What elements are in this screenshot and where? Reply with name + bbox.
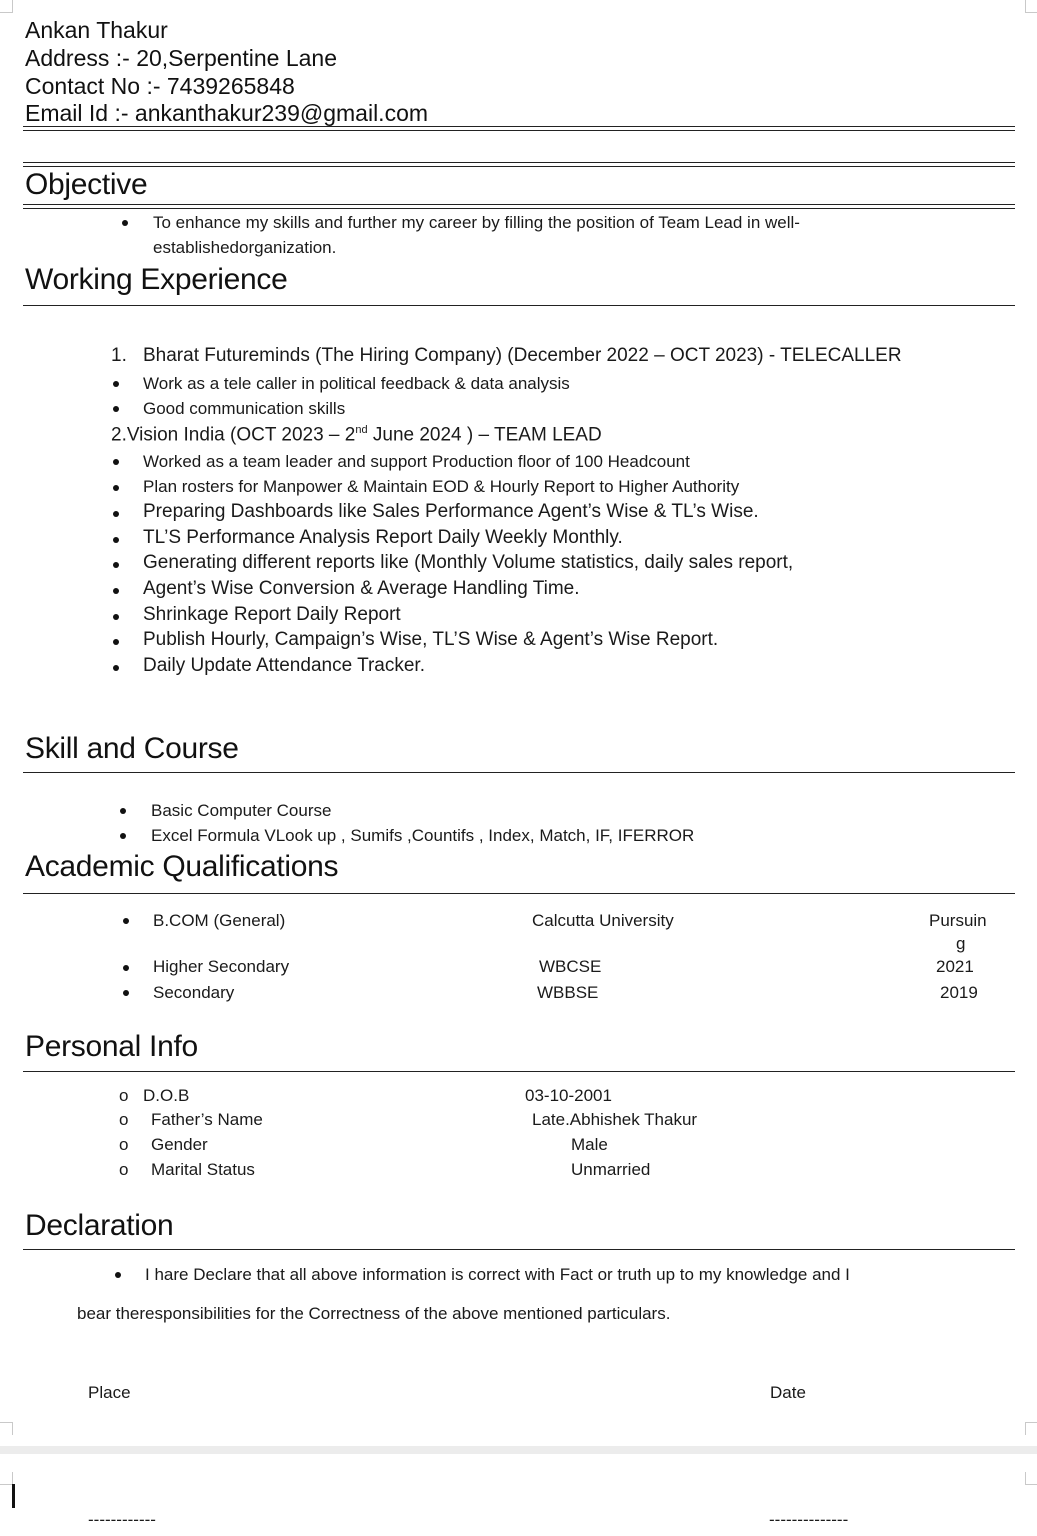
list-marker: o xyxy=(119,1135,129,1154)
personal-label: D.O.B xyxy=(143,1086,190,1105)
skills-heading: Skill and Course xyxy=(25,732,239,765)
job-duty: Daily Update Attendance Tracker. xyxy=(143,655,425,676)
academics-divider xyxy=(23,893,1015,894)
bullet xyxy=(122,220,128,226)
job-number: 1. xyxy=(111,345,127,366)
objective-heading: Objective xyxy=(25,168,148,201)
page-corner-mark xyxy=(1025,0,1037,13)
date-label: Date xyxy=(770,1383,806,1402)
bullet xyxy=(120,808,126,814)
bullet xyxy=(113,588,119,594)
page-corner-mark xyxy=(1025,1472,1037,1485)
job-title: Bharat Futureminds (The Hiring Company) (December 2022 – OCT 2023) - TELECALLER xyxy=(143,345,902,366)
academics-heading: Academic Qualifications xyxy=(25,850,339,883)
experience-divider xyxy=(23,305,1015,306)
job-duty: Worked as a team leader and support Production floor of 100 Headcount xyxy=(143,452,690,471)
bullet xyxy=(120,833,126,839)
declaration-text: bear theresponsibilities for the Correctness of the above mentioned particulars. xyxy=(77,1304,671,1323)
skills-divider xyxy=(23,772,1015,773)
list-marker: o xyxy=(119,1110,129,1129)
job-duty: TL’S Performance Analysis Report Daily Weekly Monthly. xyxy=(143,527,623,548)
list-marker: o xyxy=(119,1160,129,1179)
list-marker: o xyxy=(119,1086,129,1105)
bullet xyxy=(123,965,129,971)
objective-top-divider xyxy=(23,162,1015,167)
personal-heading: Personal Info xyxy=(25,1030,198,1063)
job-duty: Shrinkage Report Daily Report xyxy=(143,604,401,625)
bullet xyxy=(113,406,119,412)
bullet xyxy=(113,381,119,387)
bullet xyxy=(113,511,119,517)
personal-value: 03-10-2001 xyxy=(525,1086,612,1105)
qualification-year: 2021 xyxy=(936,957,974,976)
job-title-part: 2.Vision India (OCT 2023 – 2 xyxy=(111,424,356,446)
personal-value: Unmarried xyxy=(571,1160,651,1179)
job-duty: Preparing Dashboards like Sales Performance Agent’s Wise & TL’s Wise. xyxy=(143,501,759,522)
bullet xyxy=(115,1272,121,1278)
skill-item: Basic Computer Course xyxy=(151,801,332,820)
bullet xyxy=(113,614,119,620)
job-duty: Good communication skills xyxy=(143,399,346,418)
text-cursor xyxy=(12,1484,15,1508)
place-label: Place xyxy=(88,1383,131,1402)
job-title-part: June 2024 ) – TEAM LEAD xyxy=(367,424,602,446)
job-duty: Generating different reports like (Monthly Volume statistics, daily sales report, xyxy=(143,552,794,573)
personal-label: Gender xyxy=(151,1135,208,1154)
bullet xyxy=(113,485,119,491)
bullet xyxy=(113,537,119,543)
qualification-degree: Higher Secondary xyxy=(153,957,290,976)
job-title-sup: nd xyxy=(355,424,368,436)
bullet xyxy=(123,918,129,924)
email: Email Id :- ankanthakur239@gmail.com xyxy=(25,100,429,126)
bullet xyxy=(113,562,119,568)
bullet xyxy=(113,459,119,465)
qualification-year: 2019 xyxy=(940,983,978,1002)
qualification-year: g xyxy=(956,934,966,953)
job-duty: Plan rosters for Manpower & Maintain EOD & Hourly Report to Higher Authority xyxy=(143,477,740,496)
objective-text: To enhance my skills and further my career by filling the position of Team Lead in well- xyxy=(153,213,800,232)
job-title xyxy=(111,424,602,446)
page-corner-mark xyxy=(0,0,13,13)
place-dash-line: ------------ xyxy=(88,1510,156,1529)
page-break-gap xyxy=(0,1446,1037,1454)
personal-value: Male xyxy=(571,1135,608,1154)
skill-item: Excel Formula VLook up , Sumifs ,Countifs , Index, Match, IF, IFERROR xyxy=(151,826,695,845)
personal-label: Father’s Name xyxy=(151,1110,263,1129)
bullet xyxy=(113,639,119,645)
header-divider xyxy=(23,126,1015,131)
personal-divider xyxy=(23,1071,1015,1072)
candidate-name: Ankan Thakur xyxy=(25,17,168,43)
qualification-board: WBBSE xyxy=(537,983,599,1002)
declaration-heading: Declaration xyxy=(25,1209,174,1242)
objective-text: establishedorganization. xyxy=(153,238,337,257)
qualification-board: WBCSE xyxy=(539,957,602,976)
address: Address :- 20,Serpentine Lane xyxy=(25,45,337,71)
job-duty: Work as a tele caller in political feedback & data analysis xyxy=(143,374,570,393)
contact-number: Contact No :- 7439265848 xyxy=(25,73,295,99)
date-dash-line: -------------- xyxy=(769,1510,849,1529)
experience-heading: Working Experience xyxy=(25,263,288,296)
bullet xyxy=(113,665,119,671)
bullet xyxy=(123,990,129,996)
page-corner-mark xyxy=(1025,1422,1037,1435)
qualification-degree: B.COM (General) xyxy=(153,911,286,930)
personal-label: Marital Status xyxy=(151,1160,255,1179)
job-duty: Agent’s Wise Conversion & Average Handling Time. xyxy=(143,578,580,599)
qualification-degree: Secondary xyxy=(153,983,235,1002)
declaration-divider xyxy=(23,1249,1015,1250)
page-corner-mark xyxy=(0,1422,13,1435)
declaration-text: I hare Declare that all above information is correct with Fact or truth up to my knowledge and I xyxy=(145,1265,850,1284)
personal-value: Late.Abhishek Thakur xyxy=(532,1110,698,1129)
objective-divider xyxy=(23,204,1015,209)
job-duty: Publish Hourly, Campaign’s Wise, TL’S Wise & Agent’s Wise Report. xyxy=(143,629,719,650)
qualification-board: Calcutta University xyxy=(532,911,674,930)
qualification-year: Pursuin xyxy=(929,911,987,930)
